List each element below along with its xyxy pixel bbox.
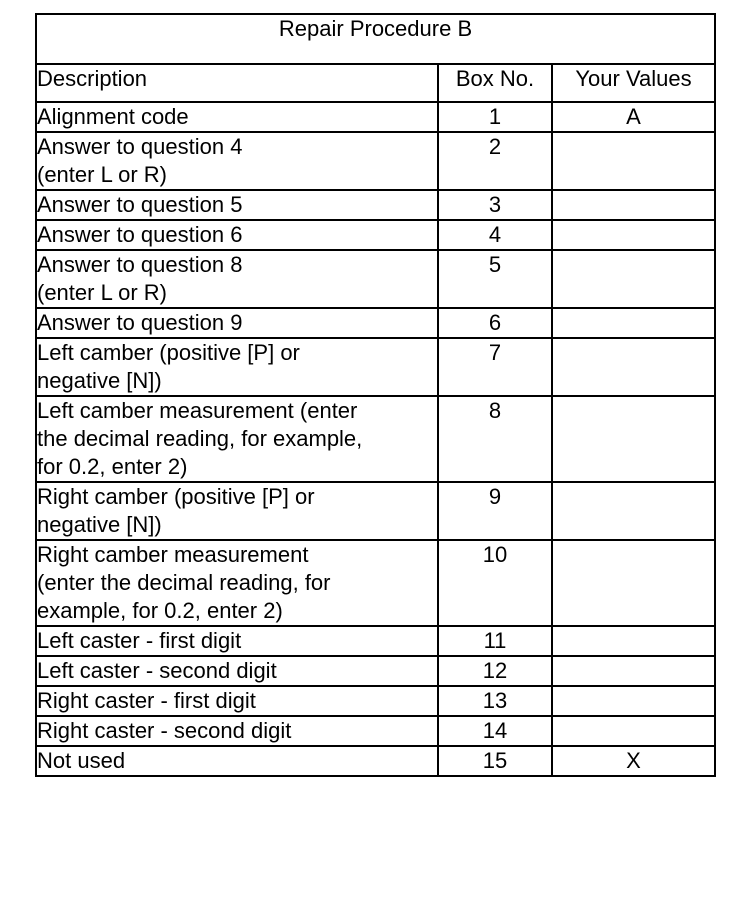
description-line: Answer to question 5 [37,192,243,217]
description-line: Answer to question 9 [37,310,243,335]
row-your-value [552,716,715,746]
row-your-value [552,190,715,220]
row-your-value [552,626,715,656]
description-line: Right caster - second digit [37,718,292,743]
table-row [36,482,715,540]
row-description [36,396,438,482]
row-box-number: 3 [438,190,552,220]
description-line: Right camber (positive [P] or [37,484,315,509]
row-your-value: X [552,746,715,776]
table-row [36,308,715,338]
description-line: Alignment code [37,104,189,129]
row-your-value [552,132,715,190]
description-line: Left camber (positive [P] or [37,340,300,365]
table-row [36,132,715,190]
description-line: Answer to question 4 [37,134,243,159]
row-description [36,102,438,132]
row-box-number: 2 [438,132,552,190]
table-row [36,686,715,716]
description-line: for 0.2, enter 2) [37,454,188,479]
table-row [36,102,715,132]
row-your-value [552,338,715,396]
description-line: Left caster - first digit [37,628,242,653]
header-your-values: Your Values [552,64,715,102]
row-box-number: 6 [438,308,552,338]
row-box-number: 12 [438,656,552,686]
row-description [36,746,438,776]
table-row [36,250,715,308]
row-box-number: 1 [438,102,552,132]
row-your-value [552,250,715,308]
row-description [36,338,438,396]
row-description [36,190,438,220]
row-description [36,540,438,626]
description-line: (enter L or R) [37,280,168,305]
row-description [36,132,438,190]
row-your-value [552,220,715,250]
row-your-value [552,656,715,686]
row-box-number: 9 [438,482,552,540]
description-line: negative [N]) [37,512,162,537]
description-line: Left caster - second digit [37,658,277,683]
table-row [36,716,715,746]
row-description [36,626,438,656]
description-line: Answer to question 8 [37,252,243,277]
description-line: Right caster - first digit [37,688,256,713]
description-line: Right camber measurement [37,542,309,567]
table-row [36,220,715,250]
row-your-value [552,686,715,716]
table-row [36,746,715,776]
title-row [36,14,715,64]
row-box-number: 5 [438,250,552,308]
row-your-value: A [552,102,715,132]
table-row [36,396,715,482]
description-line: Not used [37,748,126,773]
row-box-number: 15 [438,746,552,776]
row-description [36,250,438,308]
row-your-value [552,540,715,626]
header-row [36,64,715,102]
row-your-value [552,482,715,540]
table-row [36,626,715,656]
row-description [36,308,438,338]
description-line: (enter the decimal reading, for [37,570,331,595]
header-description: Description [36,64,438,102]
row-box-number: 4 [438,220,552,250]
row-your-value [552,308,715,338]
row-box-number: 10 [438,540,552,626]
table-row [36,190,715,220]
table-title: Repair Procedure B [36,14,715,64]
table-row [36,338,715,396]
row-box-number: 7 [438,338,552,396]
repair-procedure-table [35,13,716,777]
table-row [36,540,715,626]
row-box-number: 8 [438,396,552,482]
description-line: negative [N]) [37,368,162,393]
row-box-number: 14 [438,716,552,746]
row-description [36,716,438,746]
row-description [36,656,438,686]
description-line: the decimal reading, for example, [37,426,363,451]
row-box-number: 11 [438,626,552,656]
table-body [36,102,715,776]
row-description [36,686,438,716]
description-line: (enter L or R) [37,162,168,187]
description-line: Answer to question 6 [37,222,243,247]
row-box-number: 13 [438,686,552,716]
description-line: example, for 0.2, enter 2) [37,598,283,623]
row-your-value [552,396,715,482]
row-description [36,482,438,540]
description-line: Left camber measurement (enter [37,398,358,423]
row-description [36,220,438,250]
table-row [36,656,715,686]
header-box-no: Box No. [438,64,552,102]
